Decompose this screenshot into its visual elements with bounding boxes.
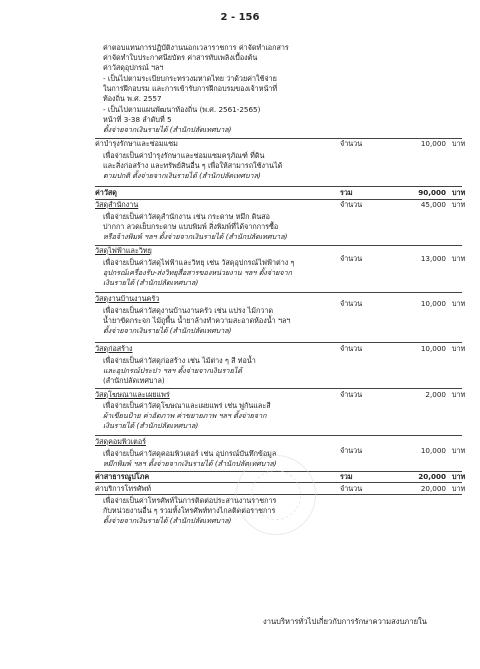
materials-total-amount: 90,000 — [418, 188, 446, 197]
item-amount-label: จำนวน — [340, 299, 363, 308]
top-text-line: ค่าตอบแทนการปฏิบัติงานนอกเวลาราชการ ค่าจัดทำเอกสาร — [103, 43, 289, 52]
item-unit: บาท — [452, 254, 466, 263]
top-text-line: - เป็นไปตามระเบียบกระทรวงมหาดไทย ว่าด้วยค่าใช้จ่าย — [103, 74, 277, 83]
item-amount-label: จำนวน — [340, 390, 363, 399]
item-heading: วัสดุคอมพิวเตอร์ — [95, 437, 147, 446]
item-desc-line: เพื่อจ่ายเป็นค่าวัสดุงานบ้านงานครัว เช่น แปรง ไม้กวาด — [103, 306, 274, 315]
item-desc-line: ตั้งจ่ายจากเงินรายได้ (สำนักปลัดเทศบาล) — [103, 326, 232, 335]
telephone-desc-line: ตั้งจ่ายจากเงินรายได้ (สำนักปลัดเทศบาล) — [103, 516, 232, 525]
materials-heading: ค่าวัสดุ — [95, 188, 117, 197]
item-desc-line: และอุปกรณ์ประปา ฯลฯ ตั้งจ่ายจากเงินรายได้ — [103, 366, 243, 375]
utilities-total-unit: บาท — [452, 472, 466, 481]
row-divider — [95, 292, 462, 293]
telephone-desc-line: เพื่อจ่ายเป็นค่าโทรศัพท์ในการติดต่อประสานงานราชการ — [103, 496, 277, 505]
item-unit: บาท — [452, 390, 466, 399]
item-amount-label: จำนวน — [340, 254, 363, 263]
row-divider — [95, 435, 462, 436]
telephone-amount: 20,000 — [420, 484, 446, 493]
maintenance-desc-line: ตามปกติ ตั้งจ่ายจากเงินรายได้ (สำนักปลัดเทศบาล) — [103, 171, 261, 180]
item-desc-line: ปากกา ลวดเย็บกระดาษ แบบพิมพ์ สิ่งพิมพ์ที่ได้จากการซื้อ — [103, 222, 279, 231]
item-heading: วัสดุก่อสร้าง — [95, 344, 133, 353]
item-desc-line: น้ำยาขัดกระจก ไม้ถูพื้น น้ำยาล้างทำความสะอาดห้องน้ำ ฯลฯ — [103, 316, 291, 325]
top-text-line: ค่าจัดทำใบประกาศนียบัตร ค่าสารทับเพลิงเบื้องต้น — [103, 53, 258, 62]
materials-total-label: รวม — [340, 188, 353, 197]
top-text-line-funding: ตั้งจ่ายจากเงินรายได้ (สำนักปลัดเทศบาล) — [103, 125, 232, 134]
telephone-heading: ค่าบริการโทรศัพท์ — [95, 484, 152, 493]
item-amount-label: จำนวน — [340, 446, 363, 455]
row-divider — [95, 186, 462, 187]
top-text-line: ค่าวัสดุอุปกรณ์ ฯลฯ — [103, 63, 164, 72]
item-desc-line: หรือจ้างพิมพ์ ฯลฯ ตั้งจ่ายจากเงินรายได้ (สำนักปลัดเทศบาล) — [103, 232, 288, 241]
top-text-line: - เป็นไปตามแผนพัฒนาท้องถิ่น (พ.ศ. 2561-2565) — [103, 105, 261, 114]
top-text-line: หน้าที่ 3-38 ลำดับที่ 5 — [103, 115, 172, 124]
row-divider — [95, 342, 462, 343]
faded-seal-inner-ring — [251, 470, 301, 520]
item-amount: 45,000 — [420, 200, 446, 209]
item-desc-line: เพื่อจ่ายเป็นค่าวัสดุโฆษณาและเผยแพร่ เช่น พู่กันและสี — [103, 401, 271, 410]
maintenance-desc-line: และสิ่งก่อสร้าง และทรัพย์สินอื่น ๆ เพื่อให้สามารถใช้งานได้ — [103, 161, 283, 170]
item-heading: วัสดุงานบ้านงานครัว — [95, 294, 160, 303]
item-desc-line: เพื่อจ่ายเป็นค่าวัสดุก่อสร้าง เช่น ไม้ต่าง ๆ สี ท่อน้ำ — [103, 356, 256, 365]
row-divider — [95, 388, 462, 389]
item-desc-line: เพื่อจ่ายเป็นค่าวัสดุไฟฟ้าและวิทยุ เช่น วัสดุอุปกรณ์ไฟฟ้าต่าง ๆ — [103, 258, 295, 267]
item-amount: 10,000 — [420, 446, 446, 455]
item-amount-label: จำนวน — [340, 200, 363, 209]
top-text-line: ในการฝึกอบรม และการเข้ารับการฝึกอบรมของเจ้าหน้าที่ — [103, 84, 278, 93]
item-desc-line: หมึกพิมพ์ ฯลฯ ตั้งจ่ายจากเงินรายได้ (สำนักปลัดเทศบาล) — [103, 459, 277, 468]
item-unit: บาท — [452, 200, 466, 209]
telephone-amount-label: จำนวน — [340, 484, 363, 493]
item-desc-line: เพื่อจ่ายเป็นค่าวัสดุสำนักงาน เช่น กระดาษ หมึก ดินสอ — [103, 212, 270, 221]
faded-seal-stamp — [236, 455, 316, 535]
item-amount: 10,000 — [420, 344, 446, 353]
top-text-line: ท้องถิ่น พ.ศ. 2557 — [103, 94, 162, 103]
page-number: 2 - 156 — [220, 12, 260, 23]
item-desc-line: เงินรายได้ (สำนักปลัดเทศบาล) — [103, 278, 199, 287]
maintenance-unit: บาท — [452, 139, 466, 148]
item-amount: 2,000 — [425, 390, 446, 399]
item-heading: วัสดุสำนักงาน — [95, 200, 139, 209]
item-desc-line: อุปกรณ์เครื่องรับ-ส่งวิทยุสื่อสารของหน่วยงาน ฯลฯ ตั้งจ่ายจาก — [103, 268, 292, 277]
item-desc-line: ผ้าเขียนป้าย ค่าอัดภาพ ค่าขยายภาพ ฯลฯ ตั้งจ่ายจาก — [103, 411, 267, 420]
item-amount-label: จำนวน — [340, 344, 363, 353]
maintenance-amount-label: จำนวน — [340, 139, 363, 148]
utilities-heading: ค่าสาธารณูปโภค — [95, 472, 150, 481]
item-unit: บาท — [452, 446, 466, 455]
utilities-total-amount: 20,000 — [418, 472, 446, 481]
item-desc-line: เพื่อจ่ายเป็นค่าวัสดุคอมพิวเตอร์ เช่น อุปกรณ์บันทึกข้อมูล — [103, 449, 277, 458]
maintenance-amount: 10,000 — [420, 139, 446, 148]
item-amount: 13,000 — [420, 254, 446, 263]
footer-section-title: งานบริหารทั่วไปเกี่ยวกับการรักษาความสงบภายใน — [263, 617, 427, 626]
item-unit: บาท — [452, 299, 466, 308]
item-desc-line: เงินรายได้ (สำนักปลัดเทศบาล) — [103, 421, 199, 430]
telephone-desc-line: กับหน่วยงานอื่น ๆ รวมทั้งโทรศัพท์ทางไกลติดต่อราชการ — [103, 506, 276, 515]
item-amount: 10,000 — [420, 299, 446, 308]
utilities-total-label: รวม — [340, 472, 353, 481]
maintenance-heading: ค่าบำรุงรักษาและซ่อมแซม — [95, 139, 178, 148]
item-unit: บาท — [452, 344, 466, 353]
telephone-unit: บาท — [452, 484, 466, 493]
materials-total-unit: บาท — [452, 188, 466, 197]
item-heading: วัสดุโฆษณาและเผยแพร่ — [95, 390, 170, 399]
item-desc-line: (สำนักปลัดเทศบาล) — [103, 376, 165, 385]
maintenance-desc-line: เพื่อจ่ายเป็นค่าบำรุงรักษาและซ่อมแซมครุภัณฑ์ ที่ดิน — [103, 151, 265, 160]
item-heading: วัสดุไฟฟ้าและวิทยุ — [95, 246, 152, 255]
